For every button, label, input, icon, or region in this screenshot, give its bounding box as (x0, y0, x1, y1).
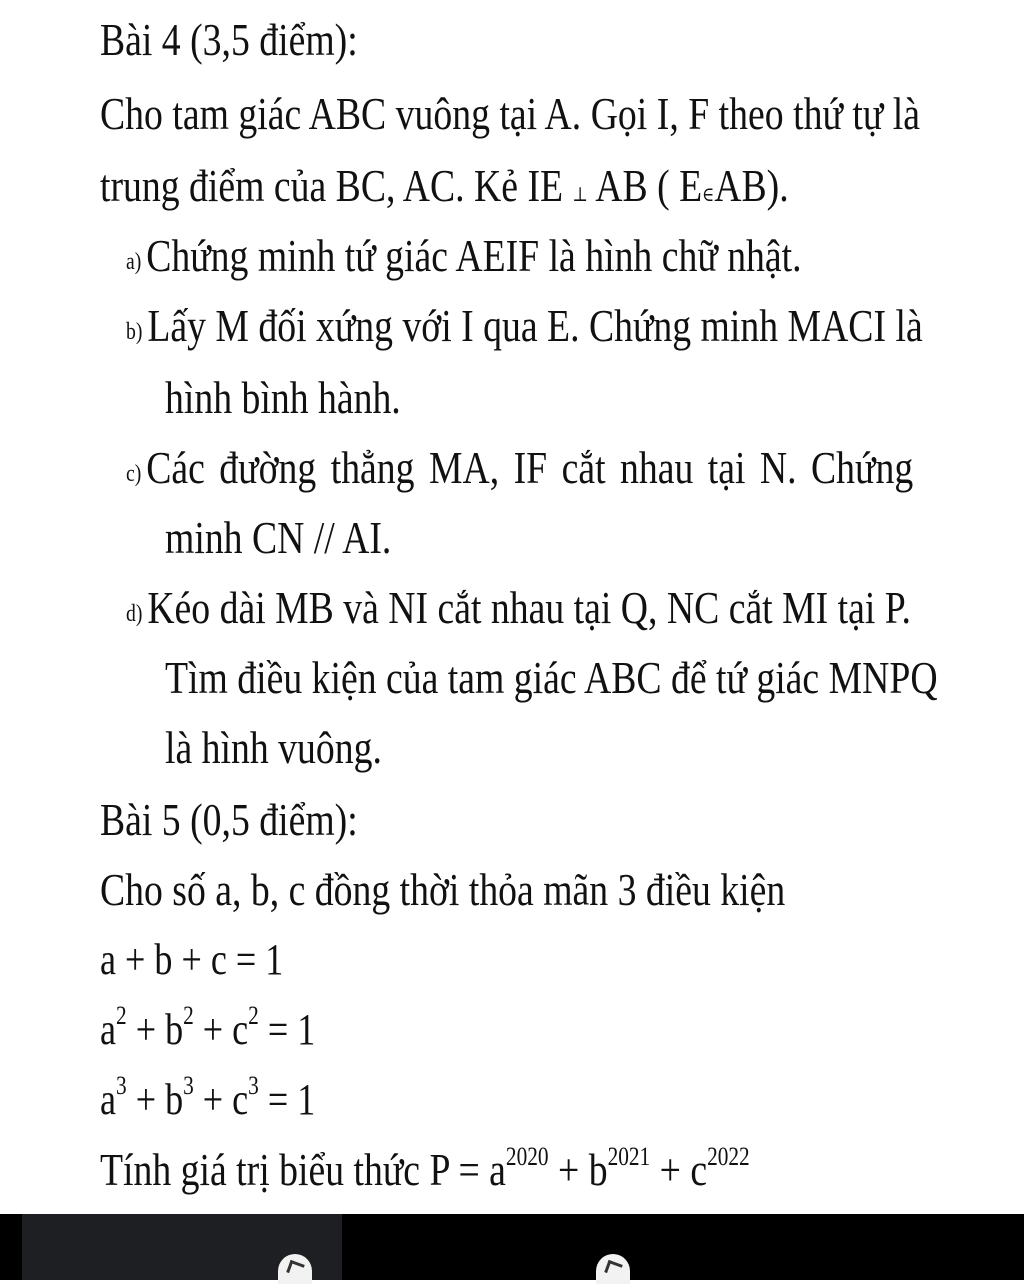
eq3-a: a (100, 1075, 117, 1124)
bai4-item-d-cont-2: là hình vuông. (165, 722, 382, 773)
eq3-b: + b (126, 1075, 184, 1124)
bai5-intro: Cho số a, b, c đồng thời thỏa mãn 3 điều kiện (100, 864, 786, 915)
item-label: a) (126, 249, 142, 275)
perpendicular-symbol: ⊥ (572, 184, 588, 206)
item-label: d) (126, 601, 143, 627)
plus-c: + c (650, 1144, 708, 1195)
bai4-intro-line-2 (100, 156, 789, 225)
bai4-intro-text-b: AB ( E (595, 160, 703, 211)
bai4-intro-text-c: AB). (714, 160, 789, 211)
bai4-item-d-cont-1: Tìm điều kiện của tam giác ABC để tứ giác MNPQ (165, 652, 938, 703)
exp-b: 2021 (607, 1141, 651, 1171)
equation-1: a + b + c = 1 (100, 935, 284, 984)
bai4-item-d (126, 578, 911, 646)
eq3-exp-a: 3 (116, 1071, 127, 1101)
eq2-exp-b: 2 (183, 1001, 194, 1031)
question-prefix: Tính giá trị biểu thức P = a (100, 1144, 506, 1195)
eq2-c: + c (193, 1005, 249, 1054)
eq3-c: + c (193, 1075, 249, 1124)
equation-3 (100, 1070, 315, 1130)
item-text: Kéo dài MB và NI cắt nhau tại Q, NC cắt MI tại P. (147, 582, 911, 633)
eq3-rhs: = 1 (258, 1075, 316, 1124)
eq2-b: + b (126, 1005, 184, 1054)
bai4-intro-line-1: Cho tam giác ABC vuông tại A. Gọi I, F theo thứ tự là (100, 88, 920, 139)
eq3-exp-b: 3 (183, 1071, 194, 1101)
exp-a: 2020 (505, 1141, 549, 1171)
eq2-rhs: = 1 (258, 1005, 316, 1054)
eq2-exp-a: 2 (116, 1001, 127, 1031)
bai4-item-c (126, 438, 913, 506)
bottom-bar (0, 1214, 1024, 1280)
exp-c: 2022 (707, 1141, 750, 1171)
bai5-question (100, 1140, 750, 1200)
bai4-intro-text-a: trung điểm của BC, AC. Kẻ IE (100, 160, 564, 211)
plus-b: + b (548, 1144, 608, 1195)
item-label: b) (126, 319, 143, 345)
eq2-exp-c: 2 (248, 1001, 259, 1031)
eq2-a: a (100, 1005, 117, 1054)
item-text: Chứng minh tứ giác AEIF là hình chữ nhật. (146, 230, 802, 281)
item-text: Các đường thẳng MA, IF cắt nhau tại N. Chứng (146, 442, 914, 493)
bai4-heading: Bài 4 (3,5 điểm): (100, 14, 358, 65)
item-text: Lấy M đối xứng với I qua E. Chứng minh MACI là (147, 300, 923, 351)
bai4-item-b (126, 296, 923, 364)
eq3-exp-c: 3 (248, 1071, 259, 1101)
bai4-item-a (126, 226, 802, 294)
item-label: c) (126, 461, 142, 487)
equation-2 (100, 1000, 315, 1060)
bai4-item-c-cont: minh CN // AI. (165, 512, 392, 563)
element-of-symbol: ∈ (702, 184, 715, 206)
bai5-heading: Bài 5 (0,5 điểm): (100, 794, 358, 845)
bai4-item-b-cont: hình bình hành. (165, 372, 401, 423)
